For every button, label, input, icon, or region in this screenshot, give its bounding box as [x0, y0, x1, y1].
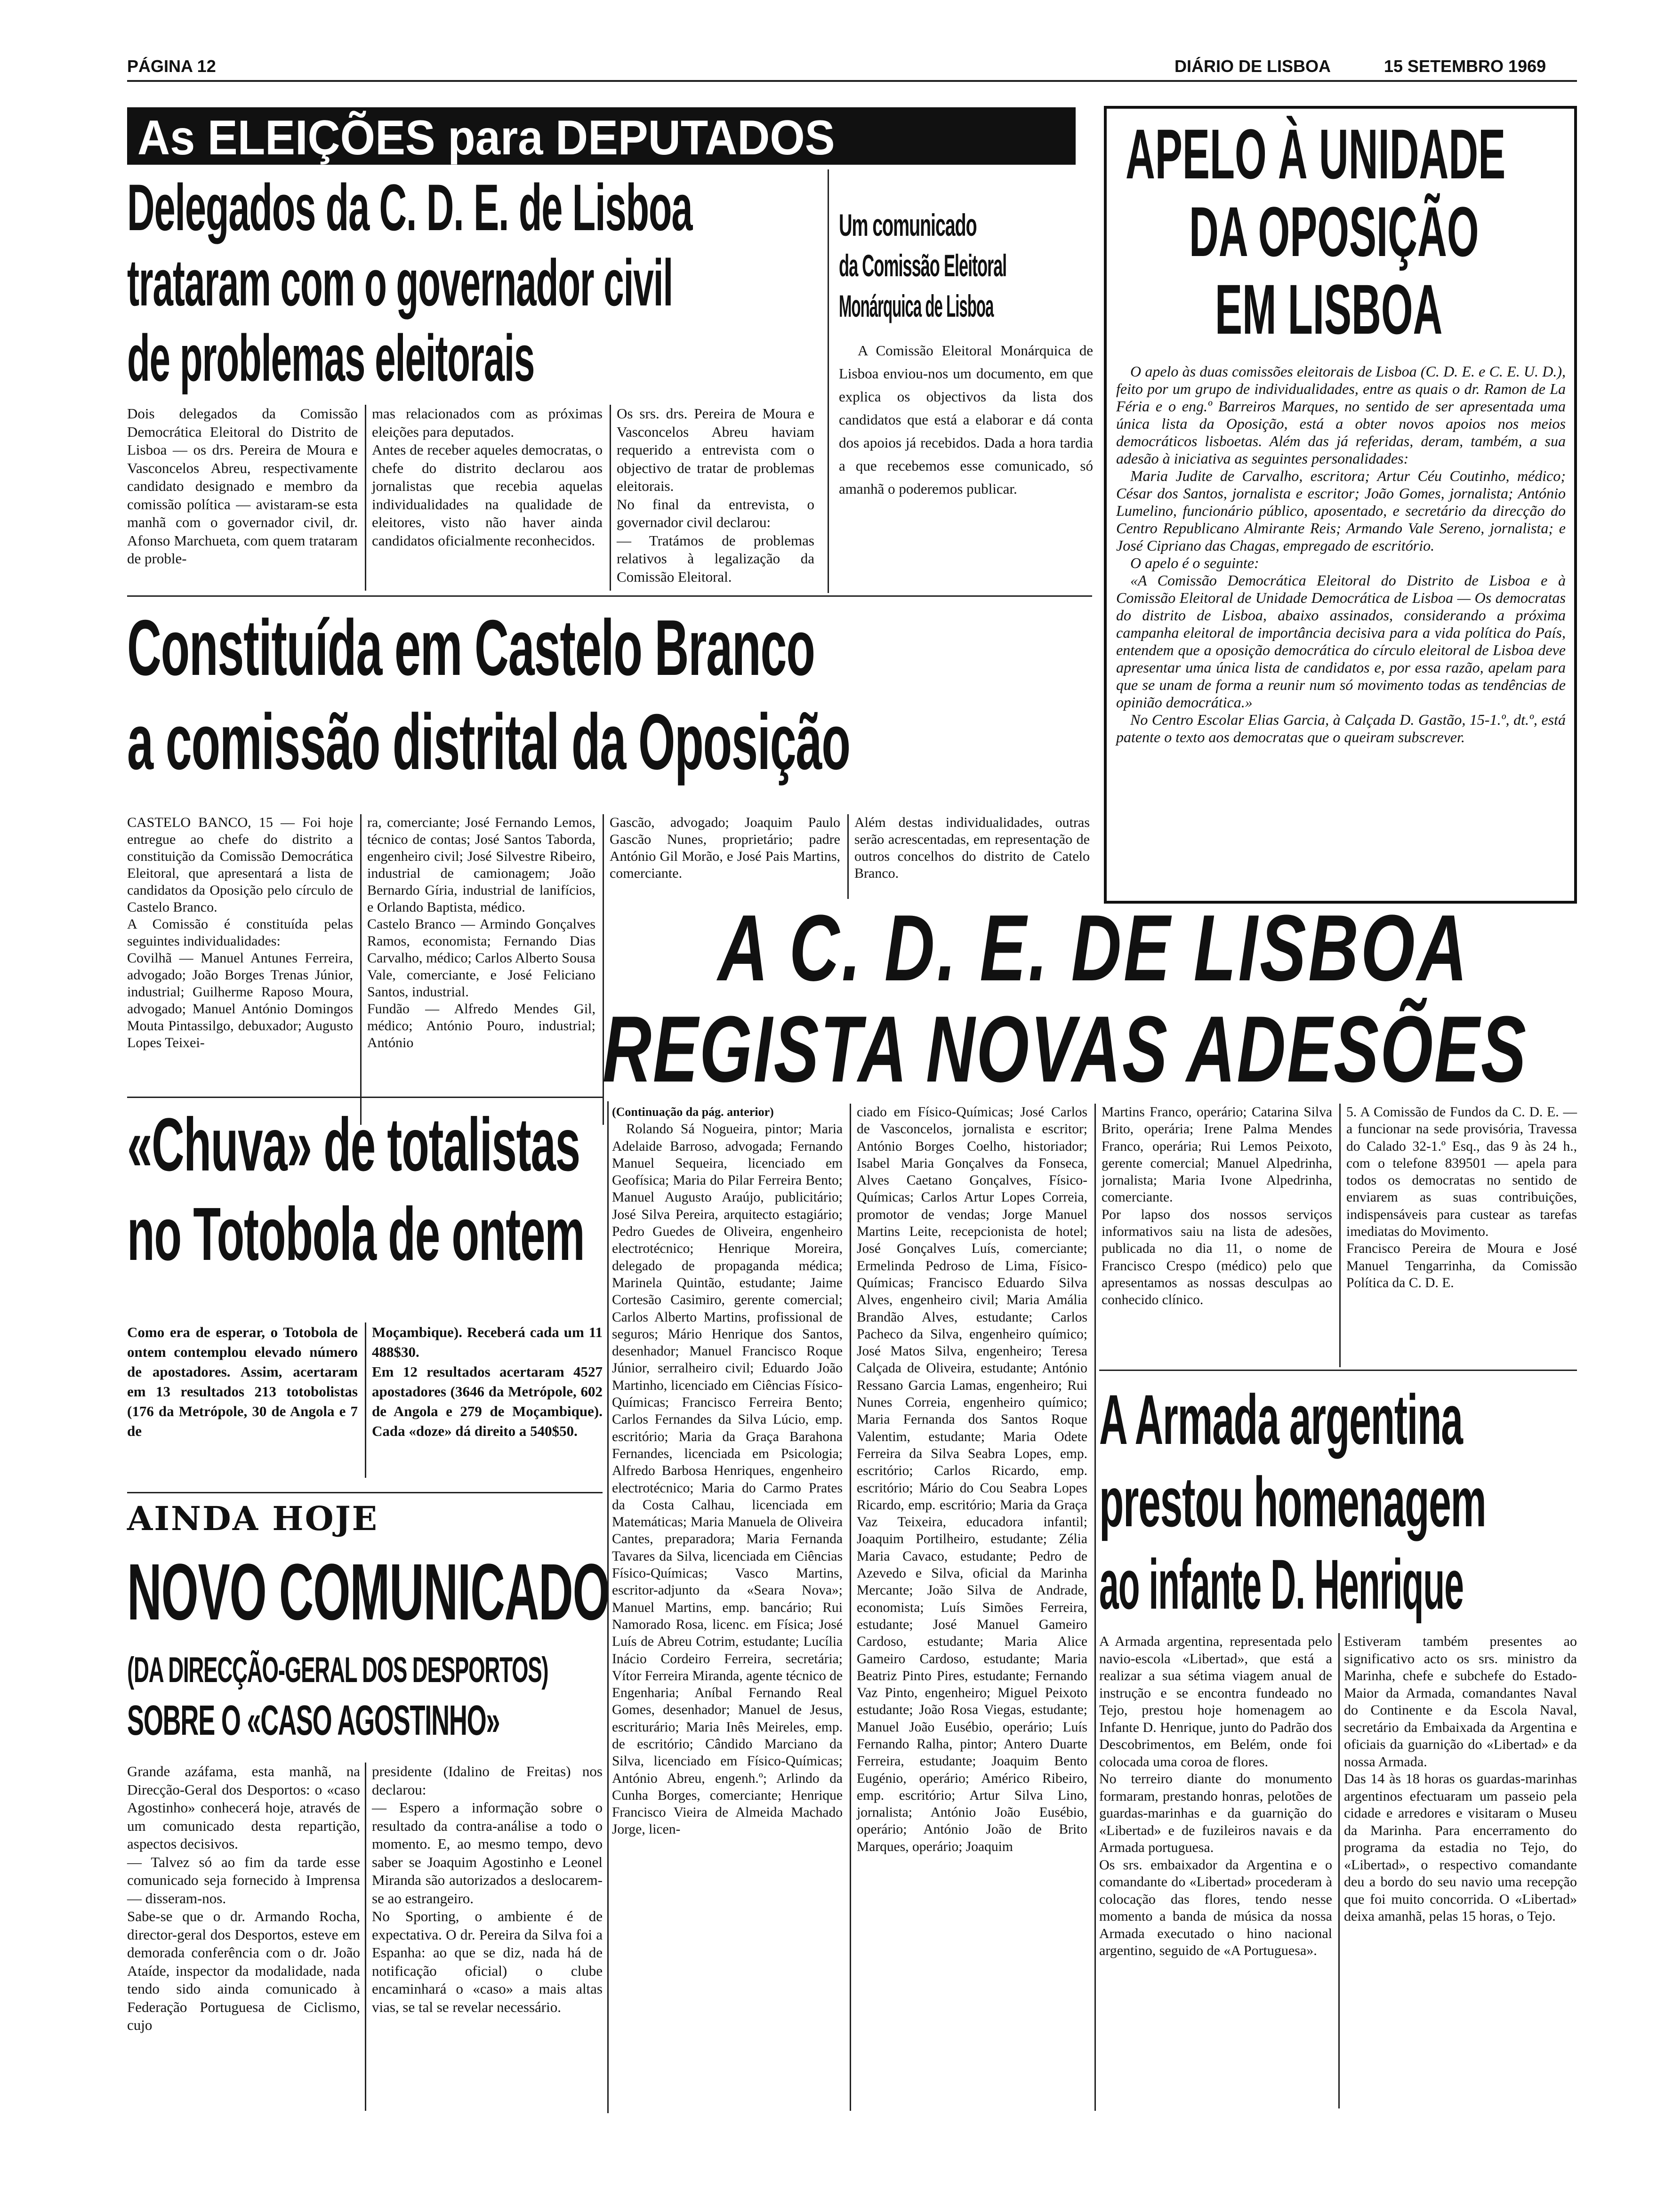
story-agostinho-deck-2: SOBRE O «CASO AGOSTINHO»: [127, 1697, 500, 1744]
story-cde-headline-2: REGISTA NOVAS ADESÕES: [603, 997, 1528, 1102]
story-monarchist-headline-3: Monárquica de Lisboa: [839, 289, 994, 323]
story-cde-headline-1: A C. D. E. DE LISBOA: [718, 896, 1470, 1001]
story-armada-headline-3: ao infante D. Henrique: [1099, 1545, 1464, 1624]
story-governor-headline-2: trataram com o governador civil: [127, 246, 673, 320]
story-agostinho-headline: NOVO COMUNICADO: [127, 1547, 610, 1637]
section-banner-text: As ELEIÇÕES para DEPUTADOS: [137, 111, 835, 165]
story-cde-col-1: [612, 1104, 843, 1838]
page-number: PÁGINA 12: [127, 56, 216, 76]
story-totobola-headline-1: «Chuva» de totalistas: [127, 1102, 580, 1186]
story-appeal-para-1: O apelo às duas comissões eleitorais de Lisboa (C. D. E. e C. E. U. D.), feito por um grupo de individualidades, entre as quais o dr. Ramon de La Féria e o eng.º Barreiros Marques, no sentido de ser apresentada uma única lista da Oposição, está a obter novos apoios nos meios democráticos lisboetas. Além das já referidas, deram, também, a sua adesão à iniciativa as seguintes personalidades:: [1116, 363, 1566, 467]
story-appeal-box: [1104, 106, 1577, 904]
story-governor-headline-3: de problemas eleitorais: [127, 321, 535, 395]
story-governor-col-1: Dois delegados da Comissão Democrática Eleitoral do Distrito de Lisboa — os drs. Pereira de Moura e Vasconcelos Abreu, respectivamente candidato designado e membro da comissão política — avistaram-se esta manhã com o governador civil, dr. Afonso Marchueta, com quem trataram de proble-: [127, 405, 358, 567]
section-banner: [127, 107, 1076, 165]
story-castelo-col-3: Gascão, advogado; Joaquim Paulo Gascão Nunes, proprietário; padre António Gil Morão, e José Pais Martins, comerciante.: [610, 815, 840, 881]
story-governor-col-2: mas relacionados com as próximas eleições para deputados. Antes de receber aqueles democratas, o chefe do distrito declarou aos jornalistas que recebia aquelas individualidades na qualidade de eleitores, visto não haver ainda candidatos oficialmente reconhecidos.: [372, 405, 603, 549]
story-agostinho-col-2: presidente (Idalino de Freitas) nos declarou: — Espero a informação sobre o resultado da contra-análise a todo o momento. E, ao mesmo tempo, devo saber se Joaquim Agostinho e Leonel Miranda são autorizados a deslocarem-se ao estrangeiro. No Sporting, o ambiente é de expectativa. O dr. Pereira da Silva foi a Espanha: ao que se diz, nada há de notificação oficial) o clube encaminhará o «caso» a mais altas vias, se tal se revelar necessário.: [372, 1763, 603, 2015]
story-totobola-col-2: Moçambique). Receberá cada um 11 488$30. Em 12 resultados acertaram 4527 apostadores (3646 da Metrópole, 602 de Angola e 279 de Moçambique). Cada «doze» dá direito a 540$50.: [372, 1324, 603, 1439]
story-cde-continuation: (Continuação da pág. anterior): [612, 1105, 774, 1119]
story-appeal-para-5: No Centro Escolar Elias Garcia, à Calçada D. Gastão, 15-1.º, dt.º, está patente o texto aos democratas que o queiram subscrever.: [1116, 711, 1566, 745]
story-totobola-headline-2: no Totobola de ontem: [127, 1192, 585, 1276]
story-appeal-text: [1116, 363, 1566, 746]
story-castelo-col-2: ra, comerciante; José Fernando Lemos, técnico de contas; José Santos Taborda, engenheiro civil; José Silvestre Ribeiro, industrial de camionagem; João Bernardo Gíria, industrial de lanifícios, e Orlando Baptista, médico. Castelo Branco — Armindo Gonçalves Ramos, economista; Fernando Dias Carvalho, médico; Carlos Alberto Sousa Vale, comerciante, e José Feliciano Santos, industrial. Fundão — Alfredo Mendes Gil, médico; António Pouro, industrial; António: [367, 815, 595, 1050]
story-appeal-headline-1: APELO À UNIDADE: [1126, 114, 1506, 193]
story-cde-col-4: 5. A Comissão de Fundos da C. D. E. — a funcionar na sede provisória, Travessa do Calado 32-1.º Esq., das 9 às 24 h., com o telefone 839501 — apela para todos os democratas no sentido de enviarem as suas contribuições, indispensáveis para custear as tarefas imediatas do Movimento. Francisco Pereira de Moura e José Manuel Tengarrinha, da Comissão Política da C. D. E.: [1346, 1105, 1577, 1290]
story-agostinho-kicker: AINDA HOJE: [127, 1499, 379, 1538]
story-governor: [127, 169, 814, 593]
story-cde-col-3: Martins Franco, operário; Catarina Silva Brito, operária; Irene Palma Mendes Franco, operária; Rui Lemos Peixoto, gerente comercial; Manuel Alpedrinha, jornalista; Maria Ivone Alpedrinha, comerciante. Por lapso dos nossos serviços informativos saiu na lista de adesões, publicada no dia 11, o nome de Francisco Crespo (médico) pelo que apresentamos as nossas desculpas ao conhecido clínico.: [1102, 1105, 1332, 1308]
story-castelo-headline-1: Constituída em Castelo Branco: [127, 603, 815, 692]
story-monarchist-text: A Comissão Eleitoral Monárquica de Lisboa enviou-nos um documento, em que explica os objectivos da lista dos candidatos que está a elaborar e dá conta dos apoios já recebidos. Dada a hora tardia a que recebemos esse comunicado, só amanhã o poderemos publicar.: [839, 342, 1093, 497]
story-monarchist: [839, 207, 1093, 593]
story-armada-col-2: Estiveram também presentes ao significativo acto os srs. ministro da Marinha, chefe e subchefe do Estado-Maior da Armada, comandantes Naval do Continente e da Escola Naval, secretário da Embaixada da Argentina e oficiais da guarnição do «Libertad» e da nossa Armada. Das 14 às 18 horas os guardas-marinhas argentinos efectuaram um passeio pela cidade e arredores e visitaram o Museu da Marinha. Para encerramento do programa da estadia no Tejo, do «Libertad», o respectivo comandante deu a bordo do seu navio uma recepção que foi muito concorrida. O «Libertad» deixa amanhã, pelas 15 horas, o Tejo.: [1344, 1634, 1577, 1924]
story-cde-headline-block: [603, 894, 1577, 1102]
story-governor-headline-1: Delegados da C. D. E. de Lisboa: [127, 170, 692, 244]
story-appeal-headline-3: EM LISBOA: [1215, 270, 1443, 349]
story-totobola-col-1: Como era de esperar, o Totobola de ontem contemplou elevado número de apostadores. Assim, acertaram em 13 resultados 213 totobolistas (176 da Metrópole, 30 de Angola e 7 de: [127, 1324, 358, 1439]
story-agostinho: [127, 1499, 610, 2111]
story-agostinho-col-1: Grande azáfama, esta manhã, na Direcção-Geral dos Desportos: o «caso Agostinho» conhecerá hoje, através de um comunicado desta repartição, aspectos decisivos. — Talvez só ao fim da tarde esse comunicado seja fornecido à Imprensa — disseram-nos. Sabe-se que o dr. Armando Rocha, director-geral dos Desportos, esteve em demorada conferência com o dr. João Ataíde, inspector da modalidade, nada tendo sido ainda comunicado à Federação Portuguesa de Ciclismo, cujo: [127, 1763, 360, 2033]
story-cde-col-2: ciado em Físico-Químicas; José Carlos de Vasconcelos, jornalista e escritor; António Borges Coelho, historiador; Isabel Maria Gonçalves da Fonseca, Alves Caetano Gonçalves, Físico-Químicas; Carlos Artur Lopes Correia, promotor de vendas; Jorge Manuel Martins Leite, recepcionista de hotel; José Gonçalves Luís, comerciante; Ermelinda Pedroso de Lima, Físico-Químicas; Francisco Eduardo Silva Alves, engenheiro civil; Maria Amália Brandão Alves, estudante; Carlos Pacheco da Silva, engenheiro químico; José Matos Silva, engenheiro; Teresa Calçada de Oliveira, estudante; António Ressano Garcia Lamas, engenheiro; Rui Nunes Correia, engenheiro químico; Maria Fernanda dos Santos Roque Valentim, estudante; Maria Odete Ferreira da Silva Seabra Lopes, emp. escritório; Carlos Ricardo, emp. escritório; Mário do Cou Seabra Lopes Ricardo, emp. escritório; Maria da Graça Vaz Teixeira, educadora infantil; Joaquim Portilheiro, estudante; Zélia Maria Cavaco, estudante; Pedro de Azevedo e Silva, oficial da Marinha Mercante; João Silva de Andrade, economista; Luís Simões Ferreira, estudante; José Manuel Gameiro Cardoso, estudante; Maria Alice Gameiro Cardoso, estudante; Maria Beatriz Pinto Pires, estudante; Fernando Vaz Pinto, engenheiro; Miguel Peixoto estudante; João Rosa Viegas, estudante; Manuel João Eusébio, operário; Luís Fernando Ralha, pintor; Antero Duarte Ferreira, estudante; Joaquim Bento Eugénio, operário; Américo Ribeiro, emp. escritório; Artur Silva Lino, jornalista; António João Eusébio, operário; António João de Brito Marques, operário; Joaquim: [857, 1105, 1087, 1854]
story-monarchist-headline-2: da Comissão Eleitoral: [839, 248, 1007, 283]
story-castelo-headline-2: a comissão distrital da Oposição: [127, 697, 850, 786]
story-appeal-headline-2: DA OPOSIÇÃO: [1189, 192, 1479, 271]
story-armada: [1099, 1379, 1577, 2111]
story-armada-headline-2: prestou homenagem: [1099, 1462, 1486, 1541]
story-cde-col-1-text: Rolando Sá Nogueira, pintor; Maria Adelaide Barroso, advogada; Fernando Manuel Sequeira, licenciado em Geofísica; Maria do Pilar Ferreira Bento; Manuel Augusto Araújo, publicitário; José Silva Pereira, arquitecto estagiário; Pedro Guedes de Oliveira, engenheiro electrotécnico; Henrique Moreira, delegado de propaganda médica; Marinela Quintão, estudante; Jaime Cortesão Casimiro, gerente comercial; Carlos Alberto Martins, profissional de seguros; Mário Henrique dos Santos, desenhador; Manuel Francisco Roque Júnior, serralheiro civil; Eduardo João Martinho, licenciado em Ciências Físico-Químicas; Francisco Ferreira Bento; Carlos Fernandes da Silva Lúcio, emp. escritório; Maria da Graça Barahona Fernandes, licenciada em Psicologia; Alfredo Barbosa Henriques, engenheiro electrotécnico; Maria do Carmo Prates da Costa Calhau, licenciada em Matemáticas; Maria Manuela de Oliveira Cantes, preparadora; Maria Fernanda Tavares da Silva, licenciada em Ciências Físico-Químicas; Vasco Martins, escritor-adjunto da «Seara Nova»; Manuel Martins, emp. bancário; Rui Namorado Rosa, licenc. em Física; José Luís de Abreu Cotrim, estudante; Lucília Inácio Cordeiro Ferreira, secretária; Vítor Ferreira Miranda, agente técnico de Engenharia; Aníbal Fernando Real Gomes, desenhador; Manuel de Jesus, escriturário; Maria Inês Meireles, emp. de escritório; Cândido Marciano da Silva, licenciado em Físico-Químicas; António Abreu, engenh.º; Arlindo da Cunha Borges, comerciante; Henrique Francisco Vieira de Almeida Machado Jorge, licen-: [612, 1122, 843, 1837]
issue-date: 15 SETEMBRO 1969: [1384, 56, 1546, 76]
newspaper-name: DIÁRIO DE LISBOA: [1174, 56, 1331, 76]
story-armada-col-1: A Armada argentina, representada pelo navio-escola «Libertad», que está a realizar a sua sétima viagem anual de instrução e se encontra fundeado no Tejo, prestou hoje homenagem ao Infante D. Henrique, junto do Padrão dos Descobrimentos, em Belém, onde foi colocada uma coroa de flores. No terreiro diante do monumento formaram, prestando honras, pelotões de guardas-marinhas e da guarnição do «Libertad» e de fuzileiros navais e da Armada portuguesa. Os srs. embaixador da Argentina e o comandante do «Libertad» procederam à colocação das flores, tendo nesse momento a banda de música da nossa Armada executado o hino nacional argentino, seguido de «A Portuguesa».: [1099, 1634, 1332, 1958]
story-agostinho-deck-1: (DA DIRECÇÃO-GERAL DOS DESPORTOS): [127, 1650, 548, 1690]
story-monarchist-headline-1: Um comunicado: [839, 208, 977, 242]
story-appeal-para-4: «A Comissão Democrática Eleitoral do Distrito de Lisboa e à Comissão Eleitoral de Unidade Democrática de Lisboa — Os democratas do distrito de Lisboa, abaixo assinados, considerando a próxima campanha eleitoral de importância decisiva para a vida política do País, entendem que a oposição democrática do círculo eleitoral de Lisboa deve apresentar uma única lista de candidatos e, por essa razão, apelam para que se unam de forma a reunir num só movimento todas as tendências de opinião democrática.»: [1116, 572, 1566, 711]
story-castelo-col-4: Além destas individualidades, outras serão acrescentadas, em representação de outros concelhos do distrito de Catelo Branco.: [854, 815, 1090, 881]
header-rule: [127, 80, 1577, 82]
story-castelo-col-1: CASTELO BANCO, 15 — Foi hoje entregue ao chefe do distrito a constituição da Comissão Democrática Eleitoral, que apresentará a lista de candidatos da Oposição pelo círculo de Castelo Branco. A Comissão é constituída pelas seguintes individualidades: Covilhã — Manuel Antunes Ferreira, advogado; João Borges Trenas Júnior, industrial; Guilherme Raposo Moura, advogado; Manuel António Domingos Mouta Pintassilgo, debuxador; Augusto Lopes Teixei-: [127, 815, 353, 1050]
story-appeal-para-3: O apelo é o seguinte:: [1130, 554, 1259, 571]
story-governor-col-3: Os srs. drs. Pereira de Moura e Vasconcelos Abreu haviam requerido a entrevista com o objectivo de tratar de problemas eleitorais. No final da entrevista, o governador civil declarou: — Tratámos de problemas relativos à legalização da Comissão Eleitoral.: [617, 405, 814, 585]
story-totobola: [127, 1101, 603, 1487]
story-appeal-para-2: Maria Judite de Carvalho, escritora; Artur Céu Coutinho, médico; César dos Santos, jornalista e escritor; João Gomes, jornalista; António Lumelino, funcionário público, aposentado, e secretário da direcção do Centro Republicano Almirante Reis; Armando Vale Sereno, jornalista; e José Cipriano das Chagas, empregado de escritório.: [1116, 467, 1566, 554]
story-armada-headline-1: A Armada argentina: [1099, 1380, 1463, 1459]
